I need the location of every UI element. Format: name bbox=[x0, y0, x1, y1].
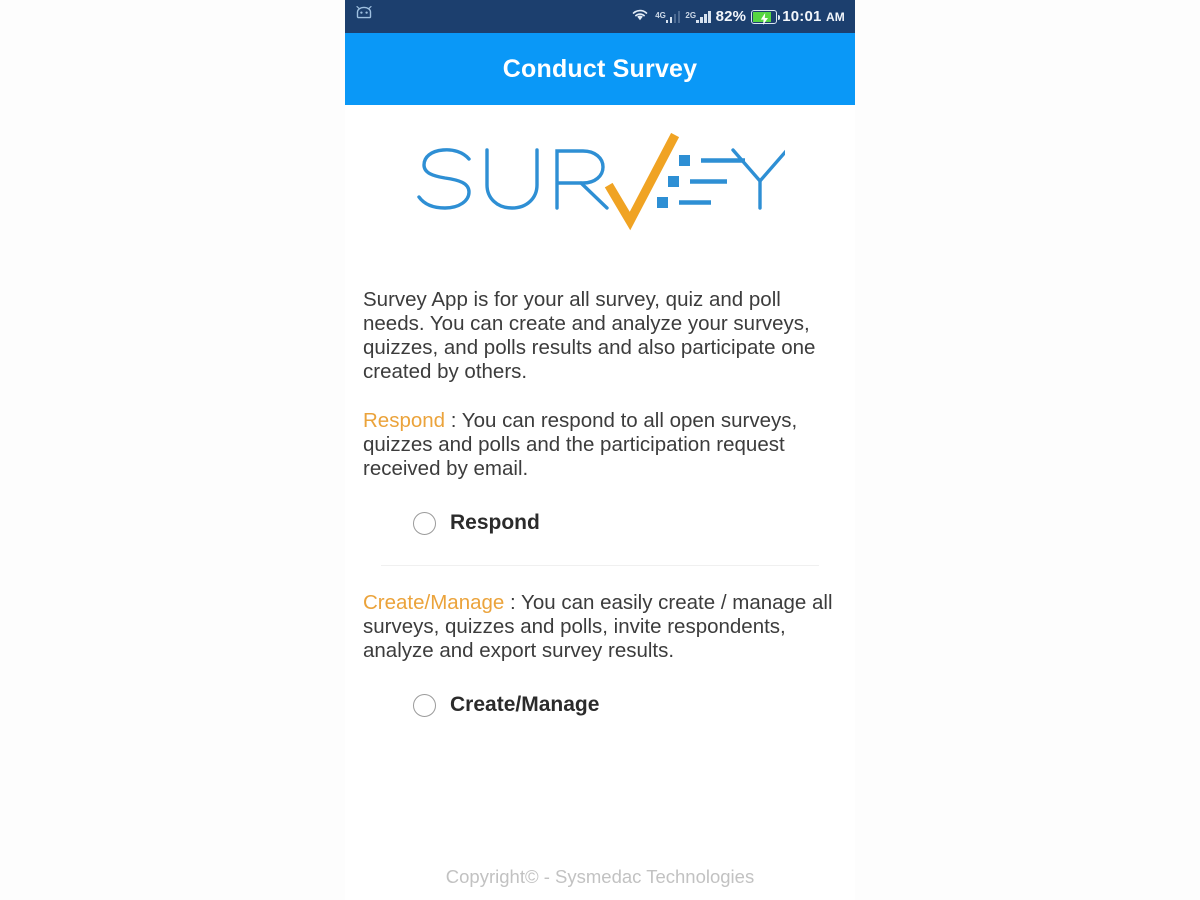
option-respond[interactable] bbox=[363, 511, 837, 535]
survey-logo bbox=[345, 105, 855, 270]
footer-copyright: Copyright© - Sysmedac Technologies bbox=[445, 866, 755, 887]
option-respond-label: Respond bbox=[450, 511, 540, 534]
sim2-signal-indicator bbox=[685, 10, 710, 23]
sim2-network-label: 2G bbox=[685, 11, 697, 20]
status-bar-clock bbox=[782, 8, 845, 25]
option-create-manage-label: Create/Manage bbox=[450, 693, 600, 716]
respond-keyword: Respond bbox=[363, 409, 446, 432]
sim1-network-label: 4G bbox=[655, 11, 666, 20]
create-manage-separator: : bbox=[504, 591, 522, 614]
status-bar bbox=[345, 0, 855, 33]
clock-meridiem: AM bbox=[825, 10, 845, 24]
content-area bbox=[345, 288, 855, 717]
radio-respond[interactable] bbox=[413, 512, 436, 535]
clock-time: 10:01 bbox=[782, 8, 822, 25]
page-title: Conduct Survey bbox=[502, 54, 698, 83]
survey-logo-graphic bbox=[415, 133, 785, 243]
app-bar bbox=[345, 33, 855, 105]
respond-description-text: You can respond to all open surveys, quizzes and polls and the participation request received by email. bbox=[363, 409, 798, 480]
battery-percent-label: 82% bbox=[715, 8, 747, 25]
wifi-icon bbox=[630, 7, 650, 27]
radio-create-manage[interactable] bbox=[413, 694, 436, 717]
sim2-signal-bars bbox=[696, 10, 711, 23]
create-manage-description bbox=[363, 591, 837, 663]
respond-separator: : bbox=[445, 409, 462, 432]
status-bar-right bbox=[630, 7, 845, 27]
create-manage-description-text: You can easily create / manage all surveys, quizzes and polls, invite respondents, analyze and export survey results. bbox=[363, 591, 833, 662]
respond-description bbox=[363, 409, 837, 481]
battery-charging-icon bbox=[751, 10, 777, 24]
section-divider bbox=[381, 565, 819, 566]
option-create-manage[interactable] bbox=[363, 693, 837, 717]
phone-screen bbox=[345, 0, 855, 900]
create-manage-keyword: Create/Manage bbox=[363, 591, 505, 614]
sim1-signal-bars bbox=[666, 10, 681, 23]
android-robot-icon bbox=[353, 6, 375, 27]
intro-paragraph: Survey App is for your all survey, quiz and poll needs. You can create and analyze your surveys, quizzes, and polls results and also participate one created by others. bbox=[363, 288, 816, 383]
sim1-signal-indicator bbox=[655, 10, 680, 23]
status-bar-left bbox=[353, 6, 375, 27]
